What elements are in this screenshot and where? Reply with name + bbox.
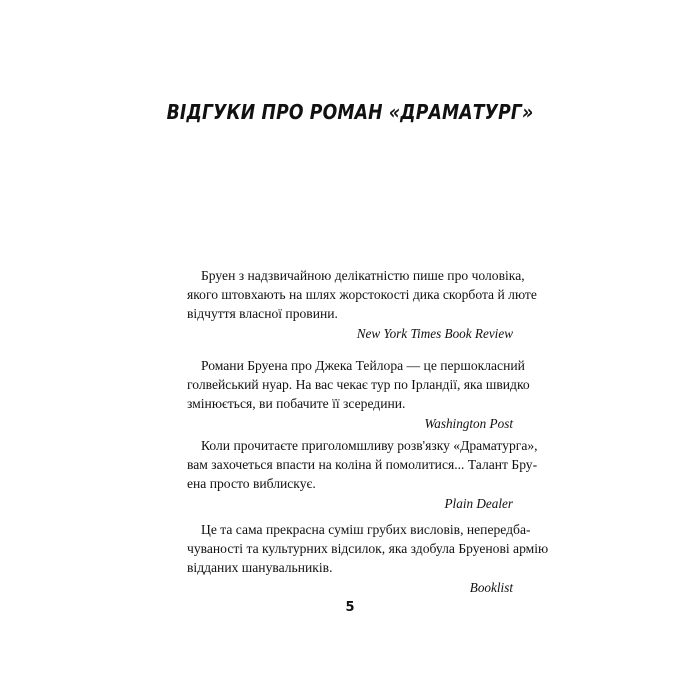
review-text-line: ена просто виблискує.: [187, 476, 316, 491]
review-source: Booklist: [469, 580, 513, 595]
review-source: Washington Post: [424, 416, 513, 431]
review-text-line: чуваності та культурних відсилок, яка здобула Бруенові армію: [187, 541, 549, 556]
review-source: Plain Dealer: [444, 496, 513, 511]
review-text-line: змінюється, ви побачите її зсередини.: [187, 396, 406, 411]
review-text-line: Романи Бруена про Джека Тейлора — це першокласний: [201, 358, 525, 373]
review-text-line: відданих шанувальників.: [187, 560, 333, 575]
review-block: [187, 356, 530, 433]
page-heading: ВІДГУКИ ПРО РОМАН «ДРАМАТУРГ»: [166, 100, 534, 124]
review-text-line: голвейський нуар. На вас чекає тур по Ірландії, яка швидко: [187, 377, 530, 392]
review-text-line: якого штовхають на шлях жорстокості дика скорбота й люте: [187, 287, 537, 302]
review-block: [187, 436, 538, 513]
review-block: [187, 520, 549, 597]
review-source: New York Times Book Review: [356, 326, 513, 341]
page-number: 5: [345, 600, 355, 615]
review-text-line: вам захочеться впасти на коліна й помолитися... Талант Бру-: [187, 457, 538, 472]
review-text-line: Бруен з надзвичайною делікатністю пише про чоловіка,: [201, 268, 525, 283]
review-text-line: Коли прочитаєте приголомшливу розв'язку «Драматурга»,: [201, 438, 538, 453]
review-block: [187, 266, 537, 343]
review-text-line: Це та сама прекрасна суміш грубих висловів, непередба-: [201, 522, 531, 537]
review-text-line: відчуття власної провини.: [187, 306, 338, 321]
